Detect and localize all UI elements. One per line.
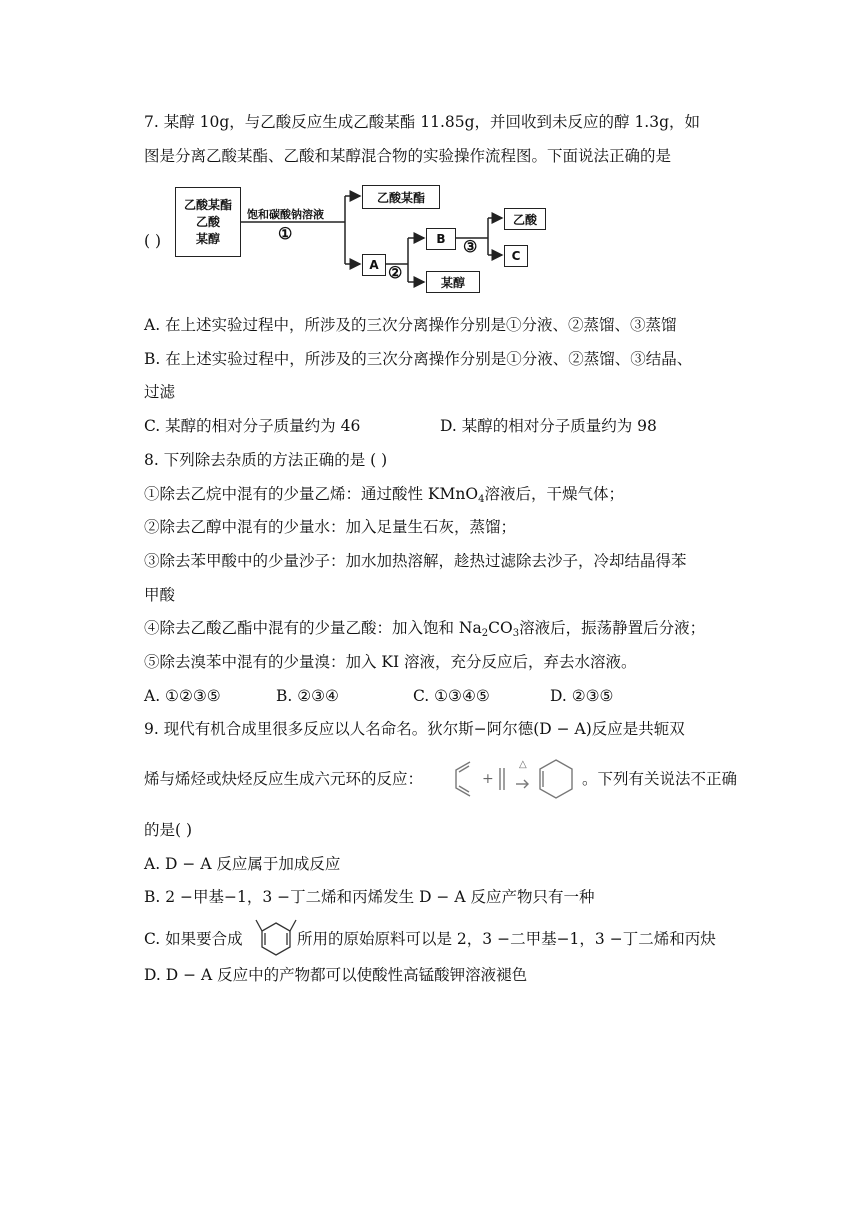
q9-stem-line2-post: 。下列有关说法不正确 (582, 770, 738, 788)
q9-option-a: A. D − A 反应属于加成反应 (144, 855, 341, 873)
box-c: C (504, 245, 528, 267)
heat-symbol: △ (519, 759, 527, 770)
q7-option-d: D. 某醇的相对分子质量约为 98 (440, 417, 657, 435)
q8-option-a: A. ①②③⑤ (144, 687, 221, 705)
q7-option-a: A. 在上述实验过程中，所涉及的三次分离操作分别是①分液、②蒸馏、③蒸馏 (144, 316, 677, 334)
q8-item1-sub: 4 (478, 494, 485, 505)
alcohol-product-box: 某醇 (426, 271, 480, 293)
q8-item2: ②除去乙醇中混有的少量水：加入足量生石灰，蒸馏； (144, 518, 517, 536)
q9-stem-line2-pre: 烯与烯烃或炔烃反应生成六元环的反应： (144, 770, 424, 788)
q8-option-b: B. ②③④ (276, 687, 339, 705)
q8-item1 (144, 483, 624, 511)
q9-option-d: D. D − A 反应中的产物都可以使酸性高锰酸钾溶液褪色 (144, 966, 528, 984)
q8-item4-sub1: 2 (481, 628, 489, 639)
ester-product-box: 乙酸某酯 (362, 185, 440, 209)
q8-item4-rest: 溶液后，振荡静置后分液； (519, 619, 706, 637)
step2-marker: ② (388, 263, 403, 282)
q9-stem-line1: 9. 现代有机合成里很多反应以人名命名。狄尔斯−阿尔德(D − A)反应是共轭双 (144, 720, 685, 738)
q9-option-c-pre: C. 如果要合成 (144, 930, 243, 948)
q8-item4 (144, 617, 705, 645)
q7-stem-line2: 图是分离乙酸某酯、乙酸和某醇混合物的实验操作流程图。下面说法正确的是 (144, 147, 672, 165)
reaction-structures (448, 756, 584, 802)
box-b: B (426, 228, 456, 250)
q8-stem: 8. 下列除去杂质的方法正确的是 ( ) (144, 451, 388, 469)
acid-product-box: 乙酸 (504, 208, 546, 230)
q8-option-d: D. ②③⑤ (550, 687, 614, 705)
mixture-acid: 乙酸 (195, 214, 220, 229)
mixture-box (175, 187, 241, 257)
q9-stem-line3: 的是( ) (144, 821, 193, 839)
mixture-ester: 乙酸某酯 (183, 197, 232, 212)
q7-option-b-line1: B. 在上述实验过程中，所涉及的三次分离操作分别是①分液、②蒸馏、③结晶、 (144, 350, 693, 368)
q7-option-c: C. 某醇的相对分子质量约为 46 (144, 417, 361, 435)
mixture-alcohol: 某醇 (195, 231, 220, 246)
q8-item5: ⑤除去溴苯中混有的少量溴：加入 KI 溶液，充分反应后，弃去水溶液。 (144, 653, 637, 671)
q9-option-c-post: 所用的原始原料可以是 2，3 −二甲基−1，3 −丁二烯和丙炔 (297, 930, 716, 948)
step1-marker: ① (278, 224, 293, 243)
q8-option-c: C. ①③④⑤ (413, 687, 490, 705)
plus-sign: + (482, 771, 494, 787)
step3-marker: ③ (463, 237, 478, 256)
q9-option-b: B. 2 −甲基−1，3 −丁二烯和丙烯发生 D − A 反应产物只有一种 (144, 888, 595, 906)
q8-item4-text: ④除去乙酸乙酯中混有的少量乙酸：加入饱和 Na (144, 619, 482, 637)
q7-answer-paren: ( ) (144, 232, 162, 250)
q8-item1-rest: 溶液后，干燥气体； (484, 485, 624, 503)
q7-option-b-line2: 过滤 (144, 383, 176, 401)
q8-item4-co: CO (488, 619, 513, 637)
q7-stem-line1: 7. 某醇 10g，与乙酸反应生成乙酸某酯 11.85g，并回收到未反应的醇 1.3g，如 (144, 113, 701, 131)
q8-item1-text: ①除去乙烷中混有的少量乙烯：通过酸性 KMnO (144, 485, 479, 503)
box-a: A (362, 254, 386, 276)
q8-item4-sub2: 3 (512, 628, 520, 639)
dimethylcyclohexadiene-structure (255, 914, 297, 960)
q8-item3-line1: ③除去苯甲酸中的少量沙子：加水加热溶解，趁热过滤除去沙子，冷却结晶得苯 (144, 552, 687, 570)
reagent-label: 饱和碳酸钠溶液 (247, 208, 324, 221)
q8-item3-line2: 甲酸 (144, 586, 176, 604)
